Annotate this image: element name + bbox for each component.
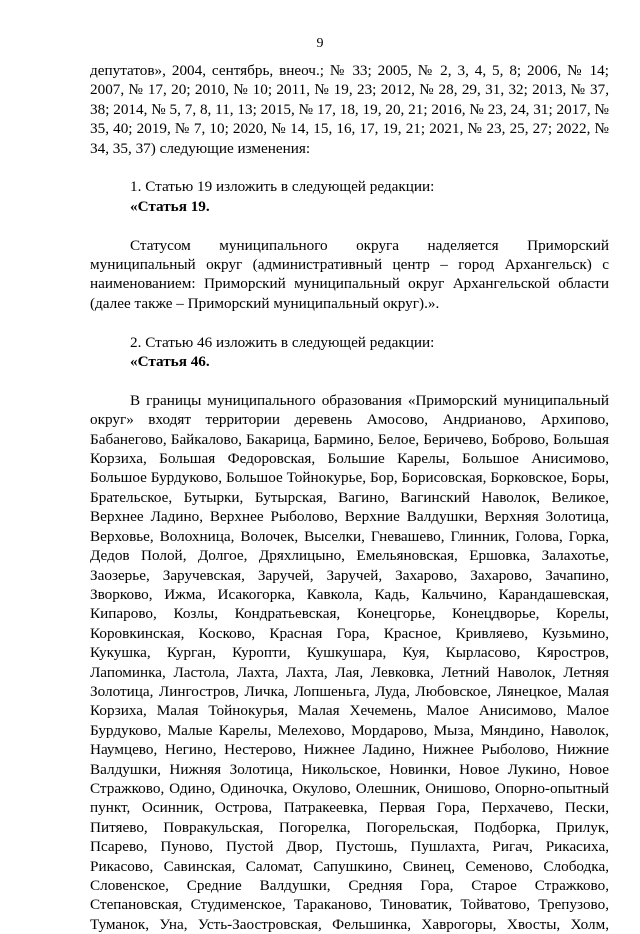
article-19-text: Статусом муниципального округа наделяется Приморский муниципальный округ (административный центр – город Архангельск) с наименованием: Приморский муниципальный округ Архангельской области (далее также – Приморский муниципальный округ).». xyxy=(90,236,609,312)
spacer xyxy=(90,158,609,177)
intro-paragraph: депутатов», 2004, сентябрь, внеоч.; № 33; 2005, № 2, 3, 4, 5, 8; 2006, № 14; 2007, № 17, 20; 2010, № 10; 2011, № 19, 23; 2012, № 28, 29, 31, 32; 2013, № 37, 38; 2014, № 5, 7, 8, 11, 13; 2015, № 17, 18, 19, 20, 21; 2016, № 23, 24, 31; 2017, № 35, 40; 2019, № 7, 10; 2020, № 14, 15, 16, 17, 19, 21; 2021, № 23, 25, 27; 2022, № 34, 35, 37) следующие изменения: xyxy=(90,62,609,157)
spacer xyxy=(90,216,609,235)
item-2: 2. Статью 46 изложить в следующей редакции: xyxy=(130,333,435,351)
spacer xyxy=(90,313,609,332)
article-19-heading: «Статья 19. xyxy=(130,197,210,215)
spacer xyxy=(90,371,609,390)
page-number: 9 xyxy=(316,36,324,51)
article-46-heading: «Статья 46. xyxy=(130,353,210,371)
item-1: 1. Статью 19 изложить в следующей редакции: xyxy=(130,178,435,196)
document-body xyxy=(90,61,609,934)
article-46-text: В границы муниципального образования «Приморский муниципальный округ» входят территории деревень Амосово, Андрианово, Архипово, Бабанегово, Байкалово, Бакарица, Бармино, Белое, Беричево, Боброво, Большая Корзиха, Большая Федоровская, Большие Карелы, Большое Анисимово, Большое Бурдуково, Большое Тойнокурье, Бор, Борисовская, Борковское, Боры, Брательское, Бутырки, Бутырская, Вагино, Вагинский Наволок, Великое, Верхнее Ладино, Верхнее Рыболово, Верхние Валдушки, Верхняя Золотица, Верховье, Волохница, Волочек, Выселки, Гневашево, Глинник, Голова, Горка, Дедов Полой, Долгое, Дряхлицыно, Емельяновская, Ершовка, Залахотье, Заозерье, Заручевская, Заручей, Заручей, Захарово, Захарово, Зачапино, Зворково, Ижма, Исакогорка, Кавкола, Кадь, Кальчино, Карандашевская, Кипарово, Козлы, Кондратьевская, Конецгорье, Конецдворье, Корелы, Коровкинская, Косково, Красная Гора, Красное, Кривляево, Кузьмино, Кукушка, Курган, Куропти, Кушкушара, Куя, Кырласово, Кяростров, Лапоминка, Ластола, Лахта, Лахта, Лая, Левковка, Летний Наволок, Летняя Золотица, Лингостров, Личка, Лопшеньга, Луда, Любовское, Лянецкое, Малая Корзиха, Малая Тойнокурья, Малая Хечемень, Малое Анисимово, Малое Бурдуково, Малые Карелы, Мелехово, Мордарово, Мыза, Мяндино, Наволок, Наумцево, Негино, Нестерово, Нижнее Ладино, Нижнее Рыболово, Нижние Валдушки, Нижняя Золотица, Никольское, Новинки, Новое Лукино, Новое Стражково, Одино, Одиночка, Окулово, Олешник, Онишово, Опорно-опытный пункт, Осинник, Острова, Патракеевка, Первая Гора, Перхачево, Пески, Питяево, Повракульская, Погорелка, Погорельская, Подборка, Прилук, Псарево, Пуново, Пустой Двор, Пустошь, Пушлахта, Ригач, Рикасиха, Рикасово, Савинская, Саломат, Сапушкино, Свинец, Семеново, Слободка, Словенское, Средние Валдушки, Средняя Гора, Старое Стражково, Степановская, Студименское, Тараканово, Тиноватик, Тойватово, Трепузово, Туманок, Уна, Усть-Заостровская, Фельшинка, Хаврогоры, Хвосты, Холм, xyxy=(90,391,609,933)
